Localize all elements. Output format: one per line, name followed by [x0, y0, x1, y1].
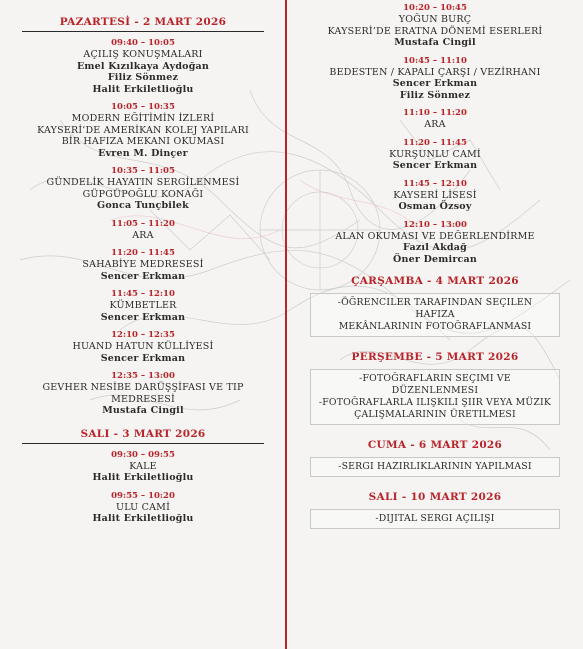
session-title: ULU CAMİ	[115, 501, 171, 513]
task-line: -DIJITAL SERGI AÇILIŞI	[375, 513, 495, 524]
session-speaker: Sencer Erkman	[100, 311, 186, 323]
day-header: ÇARŞAMBA - 4 MART 2026	[351, 275, 519, 287]
session-block	[22, 371, 264, 417]
session-speaker: Filiz Sönmez	[107, 72, 179, 83]
task-line: -SERGI HAZIRLIKLARININ YAPILMASI	[338, 461, 532, 472]
session-title: YOĞUN BURÇ	[398, 14, 472, 25]
session-title: MODERN EĞİTİMİN İZLERİ	[71, 113, 215, 124]
left-column	[22, 0, 264, 532]
session-title: MEDRESESİ	[111, 393, 175, 405]
session-block	[310, 138, 560, 172]
session-title: KAYSERİ’DE AMERİKAN KOLEJ YAPILARI	[37, 124, 249, 136]
session-speaker: Mustafa Cingil	[102, 405, 184, 416]
session-title: GÜPGÜPOĞLU KONAĞI	[82, 188, 204, 200]
session-time: 11:10 – 11:20	[403, 108, 467, 118]
day-block	[310, 491, 560, 529]
task-line: -FOTOĞRAFLARIN SEÇIMI VE DÜZENLENMESI	[359, 373, 511, 396]
session-title: GEVHER NESİBE DARÜŞŞİFASI VE TIP	[42, 382, 244, 393]
task-line: ÇALIŞMALARININ ÜRETILMESI	[354, 409, 516, 420]
session-speaker: Halit Erkiletlioğlu	[92, 83, 194, 95]
session-time: 11:45 – 12:10	[111, 289, 175, 299]
task-box	[310, 293, 560, 337]
session-block	[22, 289, 264, 323]
session-block	[22, 248, 264, 282]
session-title: BEDESTEN / KAPALI ÇARŞI / VEZİRHANI	[329, 66, 541, 78]
session-speaker: Sencer Erkman	[100, 270, 186, 282]
session-time: 10:35 – 11:05	[111, 166, 175, 176]
session-title: BİR HAFIZA MEKANI OKUMASI	[61, 136, 225, 147]
session-time: 12:10 – 13:00	[403, 219, 467, 230]
session-time: 10:05 – 10:35	[111, 102, 175, 112]
session-block	[310, 56, 560, 102]
session-speaker: Sencer Erkman	[100, 352, 186, 364]
day-block	[310, 351, 560, 425]
task-box	[310, 509, 560, 529]
session-time: 09:40 – 10:05	[111, 38, 175, 48]
day-header: PERŞEMBE - 5 MART 2026	[351, 351, 519, 363]
session-title: HUAND HATUN KÜLLİYESİ	[72, 341, 214, 352]
task-line: -FOTOĞRAFLARLA ILIŞKILI ŞIIR VEYA MÜZIK	[318, 397, 552, 408]
task-line: MEKÂNLARININ FOTOĞRAFLANMASI	[338, 321, 532, 332]
monday-sessions	[22, 38, 264, 417]
session-time: 10:20 – 10:45	[403, 3, 467, 13]
session-time: 11:05 – 11:20	[111, 218, 175, 229]
session-speaker: Fazıl Akdağ	[403, 242, 467, 253]
session-title: GÜNDELİK HAYATIN SERGİLENMESİ	[46, 177, 240, 188]
session-speaker: Gonca Tunçbilek	[97, 200, 189, 211]
session-block	[22, 166, 264, 212]
day-block	[310, 275, 560, 337]
session-speaker: Halit Erkiletlioğlu	[92, 472, 194, 483]
session-block	[22, 491, 264, 525]
session-speaker: Mustafa Cingil	[394, 37, 476, 48]
session-title: KÜMBETLER	[109, 300, 177, 311]
session-title: ARA	[424, 119, 446, 130]
session-speaker: Halit Erkiletlioğlu	[92, 513, 194, 524]
session-speaker: Sencer Erkman	[392, 160, 478, 171]
red-divider-line	[285, 0, 287, 649]
session-title: KAYSERİ’DE ERATNA DÖNEMİ ESERLERİ	[327, 25, 543, 37]
session-speaker: Öner Demircan	[393, 253, 477, 265]
session-speaker: Evren M. Dinçer	[98, 147, 188, 159]
session-time: 09:55 – 10:20	[111, 490, 175, 501]
right-column	[310, 0, 560, 529]
session-title: ALAN OKUMASI VE DEĞERLENDİRME	[335, 230, 535, 242]
later-days	[310, 275, 560, 529]
session-title: KAYSERİ LİSESİ	[393, 189, 477, 201]
session-title: KALE	[129, 460, 157, 472]
session-title: KURŞUNLU CAMİ	[389, 148, 481, 160]
tuesday-sessions	[22, 450, 264, 525]
session-title: AÇILIŞ KONUŞMALARI	[83, 49, 203, 60]
session-time: 11:45 – 12:10	[403, 178, 467, 189]
session-speaker: Emel Kızılkaya Aydoğan	[76, 60, 210, 72]
task-line: -ÖĞRENCILER TARAFINDAN SEÇILEN HAFIZA	[337, 297, 533, 320]
session-title: ARA	[132, 229, 154, 241]
day-header-monday: PAZARTESİ - 2 MART 2026	[22, 16, 264, 32]
session-speaker: Osman Özsoy	[398, 201, 472, 212]
task-box	[310, 457, 560, 477]
session-block	[310, 220, 560, 266]
session-time: 09:30 – 09:55	[111, 449, 175, 460]
session-time: 12:35 – 13:00	[111, 371, 175, 381]
session-block	[22, 102, 264, 159]
session-time: 11:20 – 11:45	[403, 137, 467, 148]
session-block	[22, 219, 264, 242]
day-header-tuesday: SALI - 3 MART 2026	[22, 428, 264, 444]
day-header: CUMA - 6 MART 2026	[367, 439, 503, 451]
day-block	[310, 439, 560, 477]
tuesday-sessions-continued	[310, 3, 560, 265]
session-time: 10:45 – 11:10	[403, 55, 467, 66]
session-block	[22, 330, 264, 364]
session-block	[22, 450, 264, 484]
session-block	[310, 3, 560, 49]
session-block	[22, 38, 264, 95]
session-speaker: Filiz Sönmez	[399, 89, 471, 101]
task-box	[310, 369, 560, 425]
session-block	[310, 108, 560, 131]
session-title: SAHABİYE MEDRESESİ	[82, 259, 204, 270]
session-time: 11:20 – 11:45	[111, 248, 175, 258]
session-speaker: Sencer Erkman	[392, 78, 478, 89]
session-block	[310, 179, 560, 213]
session-time: 12:10 – 12:35	[111, 330, 175, 340]
day-header: SALI - 10 MART 2026	[368, 491, 502, 503]
